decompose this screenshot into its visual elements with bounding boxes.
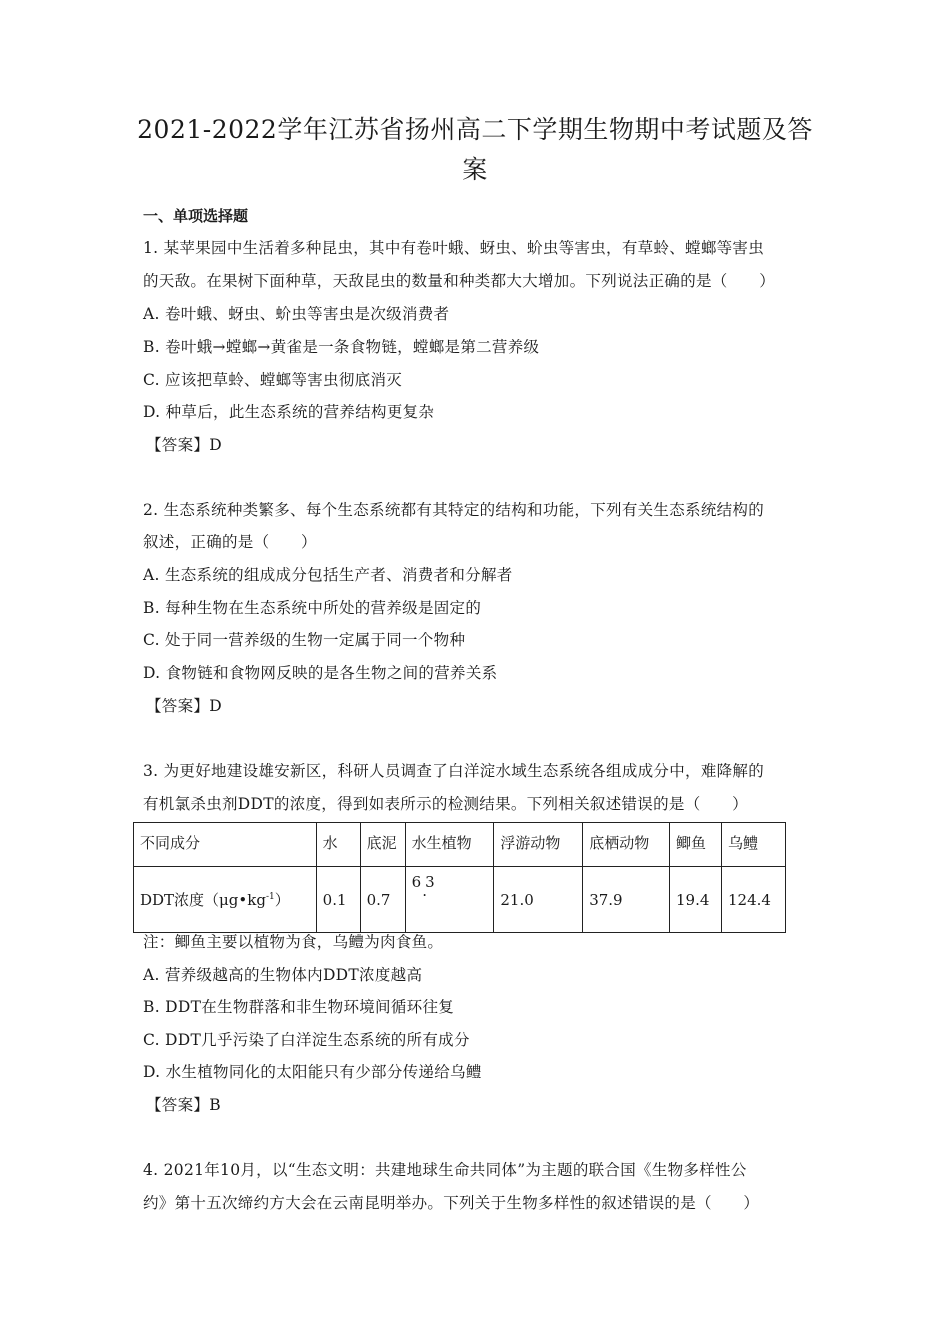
q1-answer: 【答案】D	[146, 436, 222, 454]
table-cell: 21.0	[494, 867, 583, 933]
table-row-label	[134, 867, 317, 933]
q3-option-d: D. 水生植物同化的太阳能只有少部分传递给乌鳢	[143, 1063, 482, 1081]
table-row	[134, 867, 786, 933]
ddt-table	[133, 822, 786, 933]
row-label-close: ）	[274, 891, 290, 909]
table-header-row	[134, 823, 786, 867]
table-cell: 124.4	[721, 867, 785, 933]
q2-option-a: A. 生态系统的组成成分包括生产者、消费者和分解者	[143, 566, 513, 584]
q1-stem-line-2: 的天敌。在果树下面种草，天敌昆虫的数量和种类都大大增加。下列说法正确的是（ ）	[143, 272, 776, 290]
table-header-cell: 水	[316, 823, 360, 867]
table-header-cell: 底泥	[360, 823, 405, 867]
q2-option-b: B. 每种生物在生态系统中所处的营养级是固定的	[143, 599, 482, 617]
table-cell	[405, 867, 494, 933]
q3-stem-line-2: 有机氯杀虫剂DDT的浓度，得到如表所示的检测结果。下列相关叙述错误的是（ ）	[143, 795, 748, 813]
table-cell: 0.1	[316, 867, 360, 933]
q2-option-d: D. 食物链和食物网反映的是各生物之间的营养关系	[143, 664, 498, 682]
q1-option-b: B. 卷叶蛾→螳螂→黄雀是一条食物链，螳螂是第二营养级	[143, 338, 540, 356]
q2-answer: 【答案】D	[146, 697, 222, 715]
table-header-cell: 水生植物	[405, 823, 494, 867]
title-line-2: 案	[462, 155, 488, 184]
q4-stem-line-2: 约》第十五次缔约方大会在云南昆明举办。下列关于生物多样性的叙述错误的是（ ）	[143, 1194, 760, 1212]
q2-stem-line-2: 叙述，正确的是（ ）	[143, 533, 317, 551]
q3-stem-line-1: 3. 为更好地建设雄安新区，科研人员调查了白洋淀水域生态系统各组成成分中，难降解的	[143, 762, 765, 780]
q3-answer: 【答案】B	[146, 1096, 221, 1114]
q3-note: 注：鲫鱼主要以植物为食，乌鳢为肉食鱼。	[143, 933, 444, 951]
q2-stem-line-1: 2. 生态系统种类繁多、每个生态系统都有其特定的结构和功能，下列有关生态系统结构的	[143, 501, 765, 519]
table-header-cell: 浮游动物	[494, 823, 583, 867]
decimal-dot: ·	[422, 886, 427, 904]
q3-option-b: B. DDT在生物群落和非生物环境间循环往复	[143, 998, 455, 1016]
q3-option-a: A. 营养级越高的生物体内DDT浓度越高	[143, 966, 423, 984]
q1-stem-line-1: 1. 某苹果园中生活着多种昆虫，其中有卷叶蛾、蚜虫、蚧虫等害虫，有草蛉、螳螂等害虫	[143, 239, 765, 257]
q4-stem-line-1: 4. 2021年10月，以“生态文明：共建地球生命共同体”为主题的联合国《生物多样性公	[143, 1161, 747, 1179]
document-title	[120, 110, 830, 190]
table-header-cell: 鲫鱼	[670, 823, 722, 867]
q3-option-c: C. DDT几乎污染了白洋淀生态系统的所有成分	[143, 1031, 470, 1049]
table-cell: 0.7	[360, 867, 405, 933]
table-header-cell: 不同成分	[134, 823, 317, 867]
q1-option-a: A. 卷叶蛾、蚜虫、蚧虫等害虫是次级消费者	[143, 305, 450, 323]
q1-option-d: D. 种草后，此生态系统的营养结构更复杂	[143, 403, 435, 421]
table-cell: 19.4	[670, 867, 722, 933]
q2-option-c: C. 处于同一营养级的生物一定属于同一个物种	[143, 631, 466, 649]
value-63: 63	[411, 873, 439, 891]
table-header-cell: 底栖动物	[583, 823, 670, 867]
table-header-cell: 乌鳢	[721, 823, 785, 867]
unit-exponent: -1	[265, 892, 275, 902]
q1-option-c: C. 应该把草蛉、螳螂等害虫彻底消灭	[143, 371, 403, 389]
row-label-text: DDT浓度（μg•kg	[140, 891, 266, 909]
table-cell: 37.9	[583, 867, 670, 933]
title-line-1: 2021-2022学年江苏省扬州高二下学期生物期中考试题及答	[137, 115, 813, 144]
section-heading: 一、单项选择题	[143, 207, 249, 225]
